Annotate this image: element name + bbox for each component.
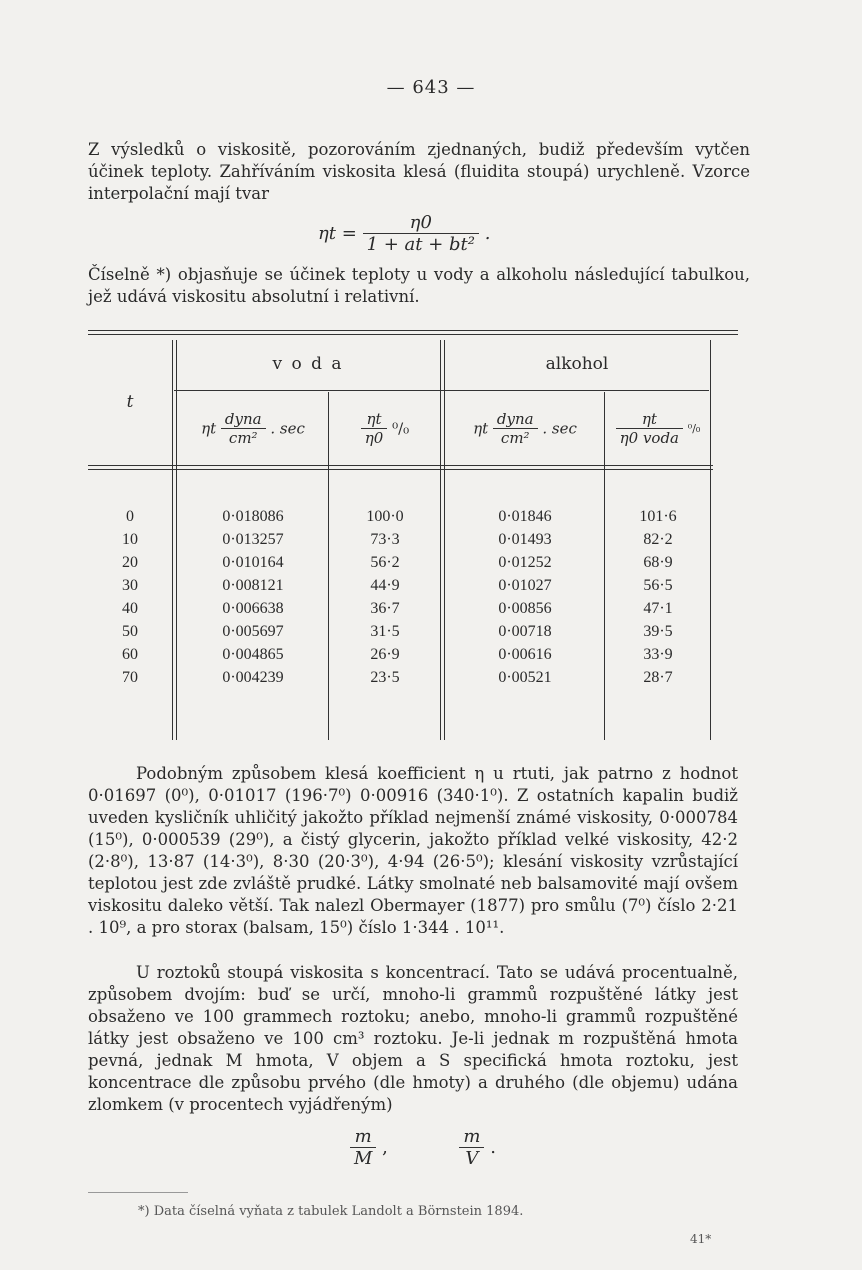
fraction-end: . (490, 1137, 496, 1158)
header-eta: ηt (201, 419, 217, 438)
table-row (88, 531, 710, 554)
cell-voda-rel: 36·7 (370, 600, 400, 617)
header-sec-2: . sec (542, 419, 577, 438)
intro-paragraph: Z výsledků o viskositě, pozorováním zjednaných, budiž především vytčen účinek teploty. Zahříváním viskosita klesá (fluidita stoupá) urychleně. Vzorce interpolační mají tvar (88, 140, 750, 203)
formula-end: . (484, 223, 491, 244)
fraction-sep: , (382, 1137, 388, 1158)
cell-alk-abs: 0·01027 (498, 577, 552, 594)
fraction-volume-den: V (465, 1148, 479, 1169)
header-rel2-pct: ⁰/₀ (687, 422, 701, 435)
table-top-rule (88, 330, 738, 331)
cell-alk-rel: 101·6 (639, 508, 677, 525)
fraction-mass-num: m (350, 1126, 376, 1148)
group-header-alkohol: alkohol (545, 354, 609, 374)
table-row (88, 577, 710, 600)
cell-t: 70 (122, 669, 138, 686)
header-dyna: dyna (221, 410, 266, 429)
paragraph-solutions: U roztoků stoupá viskosita s koncentrací. Tato se udává procentualně, způsobem dvojím: buď se určí, mnoho-li grammů rozpuštěné látky jest obsaženo ve 100 grammech roztoku; anebo, mnoho-li grammů rozpuštěné látky jest obsaženo ve 100 cm³ roztoku. Je-li jednak m rozpuštěná hmota pevná, jednak M hmota, V objem a S specifická hmota roztoku, jest koncentrace dle způsobu prvého (dle hmoty) a druhého (dle objemu) udána zlomkem (v procentech vyjádřeným) (88, 963, 738, 1114)
table-row (88, 623, 710, 646)
cell-voda-rel: 73·3 (370, 531, 400, 548)
cell-t: 40 (122, 600, 138, 617)
fraction-volume (459, 1126, 484, 1169)
formula-fraction (363, 212, 479, 255)
table-row (88, 554, 710, 577)
header-dyna-fraction-2 (493, 410, 538, 447)
cell-t: 20 (122, 554, 138, 571)
header-dyna-2: dyna (493, 410, 538, 429)
table-intro-paragraph: Číselně *) objasňuje se účinek teploty u vody a alkoholu následující tabulkou, jež udává viskositu absolutní i relativní. (88, 265, 750, 306)
cell-voda-abs: 0·005697 (222, 623, 284, 640)
cell-t: 60 (122, 646, 138, 663)
interpolation-formula (318, 212, 490, 255)
table-top-rule-2 (88, 334, 738, 335)
cell-alk-rel: 47·1 (643, 600, 673, 617)
column-header-alk-rel (606, 410, 710, 447)
cell-alk-rel: 28·7 (643, 669, 673, 686)
vline-right (710, 340, 711, 740)
cell-voda-abs: 0·013257 (222, 531, 284, 548)
paragraph-mercury: Podobným způsobem klesá koefficient η u rtuti, jak patrno z hodnot 0·01697 (0⁰), 0·01017 (196·7⁰) 0·00916 (340·1⁰). Z ostatních kapalin budiž uveden kysličník uhličitý jakožto příklad nejmenší známé viskosity, 0·000784 (15⁰), 0·000539 (29⁰), a čistý glycerin, jakožto příklad velké viskosity, 42·2 (2·8⁰), 13·87 (14·3⁰), 8·30 (20·3⁰), 4·94 (26·5⁰); klesání viskosity vzrůstající teplotou jest zde zvláště prudké. Látky smolnaté neb balsamovité mají ovšem viskositu daleko větší. Tak nalezl Obermayer (1877) pro smůlu (7⁰) číslo 2·21 . 10⁹, a pro storax (balsam, 15⁰) číslo 1·344 . 10¹¹. (88, 764, 738, 937)
cell-voda-abs: 0·004239 (222, 669, 284, 686)
cell-voda-abs: 0·006638 (222, 600, 284, 617)
header-sec: . sec (270, 419, 305, 438)
cell-alk-abs: 0·00856 (498, 600, 552, 617)
concentration-fractions (350, 1126, 496, 1169)
header-rel2-den: η0 voda (619, 429, 680, 447)
cell-voda-abs: 0·010164 (222, 554, 284, 571)
header-rel-fraction (361, 410, 388, 447)
cell-alk-abs: 0·01846 (498, 508, 552, 525)
cell-t: 10 (122, 531, 138, 548)
cell-voda-rel: 26·9 (370, 646, 400, 663)
footnote-rule (88, 1192, 188, 1193)
table-row (88, 508, 710, 531)
header-eta-2: ηt (473, 419, 489, 438)
table-row (88, 646, 710, 669)
cell-alk-rel: 68·9 (643, 554, 673, 571)
header-cm2-2: cm² (500, 429, 530, 447)
formula-numerator: η0 (363, 212, 479, 234)
cell-alk-abs: 0·00521 (498, 669, 552, 686)
viscosity-table (88, 330, 738, 745)
formula-denominator: 1 + at + bt² (366, 234, 476, 255)
signature-mark: 41* (690, 1232, 712, 1246)
header-rel-den: η0 (364, 429, 384, 447)
table-row (88, 669, 710, 692)
column-header-voda-abs (178, 410, 328, 447)
table-row (88, 600, 710, 623)
cell-voda-abs: 0·004865 (222, 646, 284, 663)
column-header-rule-2 (88, 469, 713, 470)
fraction-mass-den: M (354, 1148, 373, 1169)
header-cm2: cm² (228, 429, 258, 447)
footnote: *) Data číselná vyňata z tabulek Landolt a Börnstein 1894. (138, 1204, 524, 1219)
cell-alk-rel: 39·5 (643, 623, 673, 640)
column-header-alk-abs (446, 410, 604, 447)
table-body (88, 508, 710, 692)
cell-alk-rel: 56·5 (643, 577, 673, 594)
column-header-t: t (126, 392, 134, 412)
group-header-rule (174, 390, 709, 391)
cell-voda-abs: 0·018086 (222, 508, 284, 525)
cell-voda-rel: 23·5 (370, 669, 400, 686)
cell-voda-rel: 100·0 (366, 508, 404, 525)
column-header-rule (88, 465, 713, 466)
header-dyna-fraction (221, 410, 266, 447)
cell-t: 0 (126, 508, 134, 525)
cell-alk-abs: 0·00718 (498, 623, 552, 640)
page-number: — 643 — (386, 77, 476, 98)
cell-voda-rel: 44·9 (370, 577, 400, 594)
cell-t: 50 (122, 623, 138, 640)
cell-alk-abs: 0·00616 (498, 646, 552, 663)
cell-voda-rel: 31·5 (370, 623, 400, 640)
cell-alk-rel: 82·2 (643, 531, 673, 548)
cell-voda-rel: 56·2 (370, 554, 400, 571)
header-rel2-fraction (616, 410, 683, 447)
cell-voda-abs: 0·008121 (222, 577, 284, 594)
cell-alk-rel: 33·9 (643, 646, 673, 663)
cell-alk-abs: 0·01252 (498, 554, 552, 571)
column-header-voda-rel (330, 410, 440, 447)
group-header-voda: v o d a (272, 354, 344, 374)
cell-alk-abs: 0·01493 (498, 531, 552, 548)
header-rel-num: ηt (361, 410, 388, 429)
cell-t: 30 (122, 577, 138, 594)
fraction-volume-num: m (459, 1126, 484, 1148)
fraction-mass (350, 1126, 376, 1169)
formula-lhs: ηt = (318, 223, 357, 244)
header-rel2-num: ηt (616, 410, 683, 429)
header-rel-pct: ⁰/₀ (392, 419, 410, 438)
